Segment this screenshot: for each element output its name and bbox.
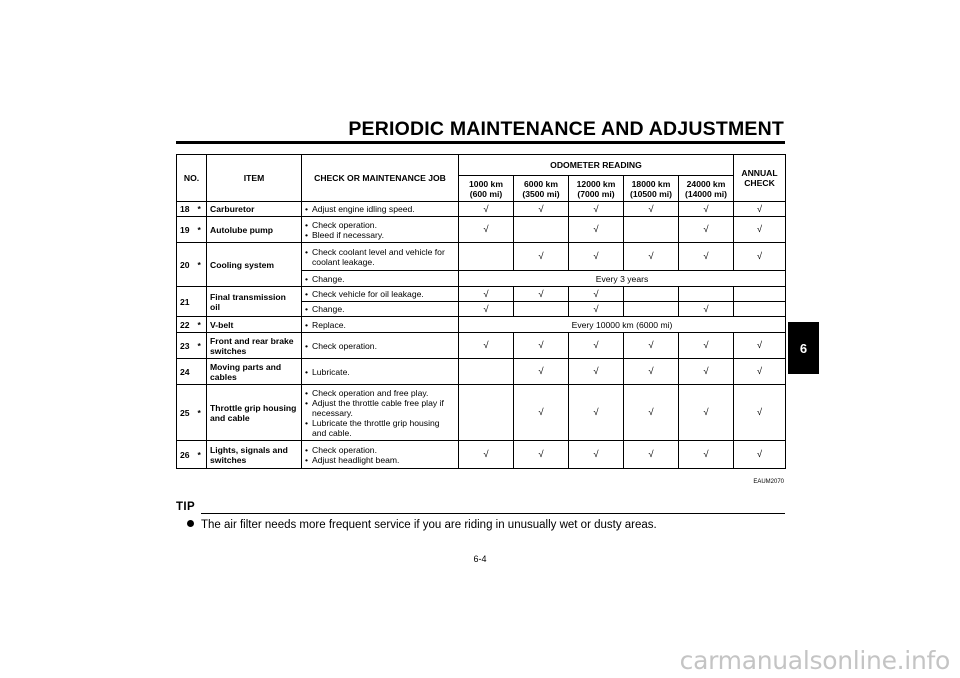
row-item: Moving parts and cables <box>207 359 302 385</box>
row-job <box>302 317 459 333</box>
empty-cell <box>734 302 786 317</box>
check-cell: √ <box>569 287 624 302</box>
reading-mi: (7000 mi) <box>577 188 615 199</box>
row-item: Front and rear brake switches <box>207 333 302 359</box>
check-cell: √ <box>624 333 679 359</box>
empty-cell <box>734 287 786 302</box>
document-code: EAUM2070 <box>753 479 784 485</box>
job-item: • Check coolant level and vehicle for coolant leakage. <box>305 247 455 267</box>
check-cell: √ <box>459 287 514 302</box>
row-star: * <box>197 441 207 469</box>
job-item: • Adjust engine idling speed. <box>305 204 455 214</box>
empty-cell <box>624 217 679 243</box>
job-item: • Change. <box>305 274 455 284</box>
reading-mi: (14000 mi) <box>684 188 728 199</box>
row-number: 24 <box>177 359 197 385</box>
header-annual: ANNUAL CHECK <box>734 155 786 202</box>
check-cell: √ <box>569 202 624 217</box>
check-cell: √ <box>514 359 569 385</box>
job-item: • Replace. <box>305 320 455 330</box>
row-job <box>302 271 459 287</box>
row-item: Lights, signals and switches <box>207 441 302 469</box>
check-cell: √ <box>569 385 624 441</box>
job-item: • Adjust headlight beam. <box>305 455 455 465</box>
table-row <box>177 441 786 469</box>
check-cell: √ <box>734 359 786 385</box>
check-cell: √ <box>734 202 786 217</box>
table-row <box>177 287 786 302</box>
check-cell: √ <box>679 333 734 359</box>
row-number: 21 <box>177 287 197 317</box>
row-job <box>302 385 459 441</box>
check-cell: √ <box>734 333 786 359</box>
job-item: • Lubricate the throttle grip housing and cable. <box>305 418 455 438</box>
job-item: • Change. <box>305 304 455 314</box>
row-item: Autolube pump <box>207 217 302 243</box>
empty-cell <box>514 217 569 243</box>
table-row <box>177 202 786 217</box>
check-cell: √ <box>514 202 569 217</box>
row-number: 26 <box>177 441 197 469</box>
check-cell: √ <box>679 217 734 243</box>
check-cell: √ <box>459 302 514 317</box>
check-cell: √ <box>514 333 569 359</box>
row-number: 22 <box>177 317 197 333</box>
page-title: PERIODIC MAINTENANCE AND ADJUSTMENT <box>348 118 784 140</box>
check-cell: √ <box>514 441 569 469</box>
empty-cell <box>624 287 679 302</box>
header-job: CHECK OR MAINTENANCE JOB <box>302 155 459 202</box>
check-cell: √ <box>569 243 624 271</box>
check-cell: √ <box>679 359 734 385</box>
reading-km: 12000 km <box>576 178 616 189</box>
job-item: • Check operation. <box>305 220 455 230</box>
table-row <box>177 217 786 243</box>
check-cell: √ <box>569 359 624 385</box>
row-star: * <box>197 333 207 359</box>
empty-cell <box>624 302 679 317</box>
check-cell: √ <box>734 217 786 243</box>
tip-label: TIP <box>176 501 196 513</box>
check-cell: √ <box>624 385 679 441</box>
check-cell: √ <box>734 385 786 441</box>
row-item: Carburetor <box>207 202 302 217</box>
empty-cell <box>459 243 514 271</box>
check-cell: √ <box>679 441 734 469</box>
check-cell: √ <box>459 217 514 243</box>
job-item: • Check vehicle for oil leakage. <box>305 289 455 299</box>
row-job <box>302 217 459 243</box>
tip-rule <box>201 513 785 514</box>
row-star <box>197 359 207 385</box>
check-cell: √ <box>734 441 786 469</box>
header-odometer: ODOMETER READING <box>459 155 734 176</box>
page-number: 6-4 <box>473 554 487 564</box>
row-star: * <box>197 243 207 287</box>
empty-cell <box>459 359 514 385</box>
job-item: • Adjust the throttle cable free play if necessary. <box>305 398 455 418</box>
reading-km: 24000 km <box>686 178 726 189</box>
empty-cell <box>514 302 569 317</box>
table-row <box>177 243 786 271</box>
check-cell: √ <box>679 202 734 217</box>
check-cell: √ <box>734 243 786 271</box>
job-item: • Bleed if necessary. <box>305 230 455 240</box>
row-job <box>302 243 459 271</box>
maintenance-table <box>176 154 786 469</box>
check-cell: √ <box>679 302 734 317</box>
job-item: • Check operation. <box>305 445 455 455</box>
check-cell: √ <box>514 287 569 302</box>
reading-mi: (600 mi) <box>469 188 503 199</box>
check-cell: √ <box>569 302 624 317</box>
reading-mi: (3500 mi) <box>522 188 560 199</box>
row-job <box>302 287 459 302</box>
row-job <box>302 359 459 385</box>
check-cell: √ <box>569 333 624 359</box>
table-row <box>177 359 786 385</box>
row-number: 25 <box>177 385 197 441</box>
header-item: ITEM <box>207 155 302 202</box>
check-cell: √ <box>679 385 734 441</box>
check-cell: √ <box>514 385 569 441</box>
empty-cell <box>459 385 514 441</box>
header-reading <box>624 176 679 202</box>
check-cell: √ <box>624 441 679 469</box>
header-reading <box>459 176 514 202</box>
header-reading <box>679 176 734 202</box>
job-item: • Check operation and free play. <box>305 388 455 398</box>
row-job <box>302 202 459 217</box>
row-job <box>302 333 459 359</box>
row-item: V-belt <box>207 317 302 333</box>
reading-km: 18000 km <box>631 178 671 189</box>
row-item: Final transmission oil <box>207 287 302 317</box>
check-cell: √ <box>459 333 514 359</box>
row-item: Throttle grip housing and cable <box>207 385 302 441</box>
check-cell: √ <box>569 441 624 469</box>
interval-text: Every 3 years <box>459 271 786 287</box>
check-cell: √ <box>624 243 679 271</box>
bullet-icon <box>187 520 194 527</box>
reading-km: 1000 km <box>469 178 503 189</box>
interval-text: Every 10000 km (6000 mi) <box>459 317 786 333</box>
row-star <box>197 287 207 317</box>
tip-text: The air filter needs more frequent service if you are riding in unusually wet or dusty areas. <box>201 519 657 531</box>
table-row <box>177 317 786 333</box>
tip-item <box>187 519 657 531</box>
reading-km: 6000 km <box>524 178 558 189</box>
check-cell: √ <box>624 202 679 217</box>
check-cell: √ <box>679 243 734 271</box>
table-row <box>177 385 786 441</box>
row-star: * <box>197 202 207 217</box>
row-number: 18 <box>177 202 197 217</box>
row-number: 23 <box>177 333 197 359</box>
check-cell: √ <box>459 202 514 217</box>
row-star: * <box>197 217 207 243</box>
check-cell: √ <box>514 243 569 271</box>
job-item: • Lubricate. <box>305 367 455 377</box>
chapter-tab[interactable]: 6 <box>788 322 819 374</box>
check-cell: √ <box>569 217 624 243</box>
watermark[interactable]: carmanualsonline.info <box>679 646 950 675</box>
row-item: Cooling system <box>207 243 302 287</box>
header-reading <box>569 176 624 202</box>
row-job <box>302 302 459 317</box>
row-number: 19 <box>177 217 197 243</box>
row-job <box>302 441 459 469</box>
reading-mi: (10500 mi) <box>629 188 673 199</box>
header-reading <box>514 176 569 202</box>
row-star: * <box>197 317 207 333</box>
title-rule <box>176 141 785 144</box>
job-item: • Check operation. <box>305 341 455 351</box>
check-cell: √ <box>624 359 679 385</box>
check-cell: √ <box>459 441 514 469</box>
empty-cell <box>679 287 734 302</box>
row-star: * <box>197 385 207 441</box>
row-number: 20 <box>177 243 197 287</box>
header-no: NO. <box>177 155 207 202</box>
table-row <box>177 333 786 359</box>
